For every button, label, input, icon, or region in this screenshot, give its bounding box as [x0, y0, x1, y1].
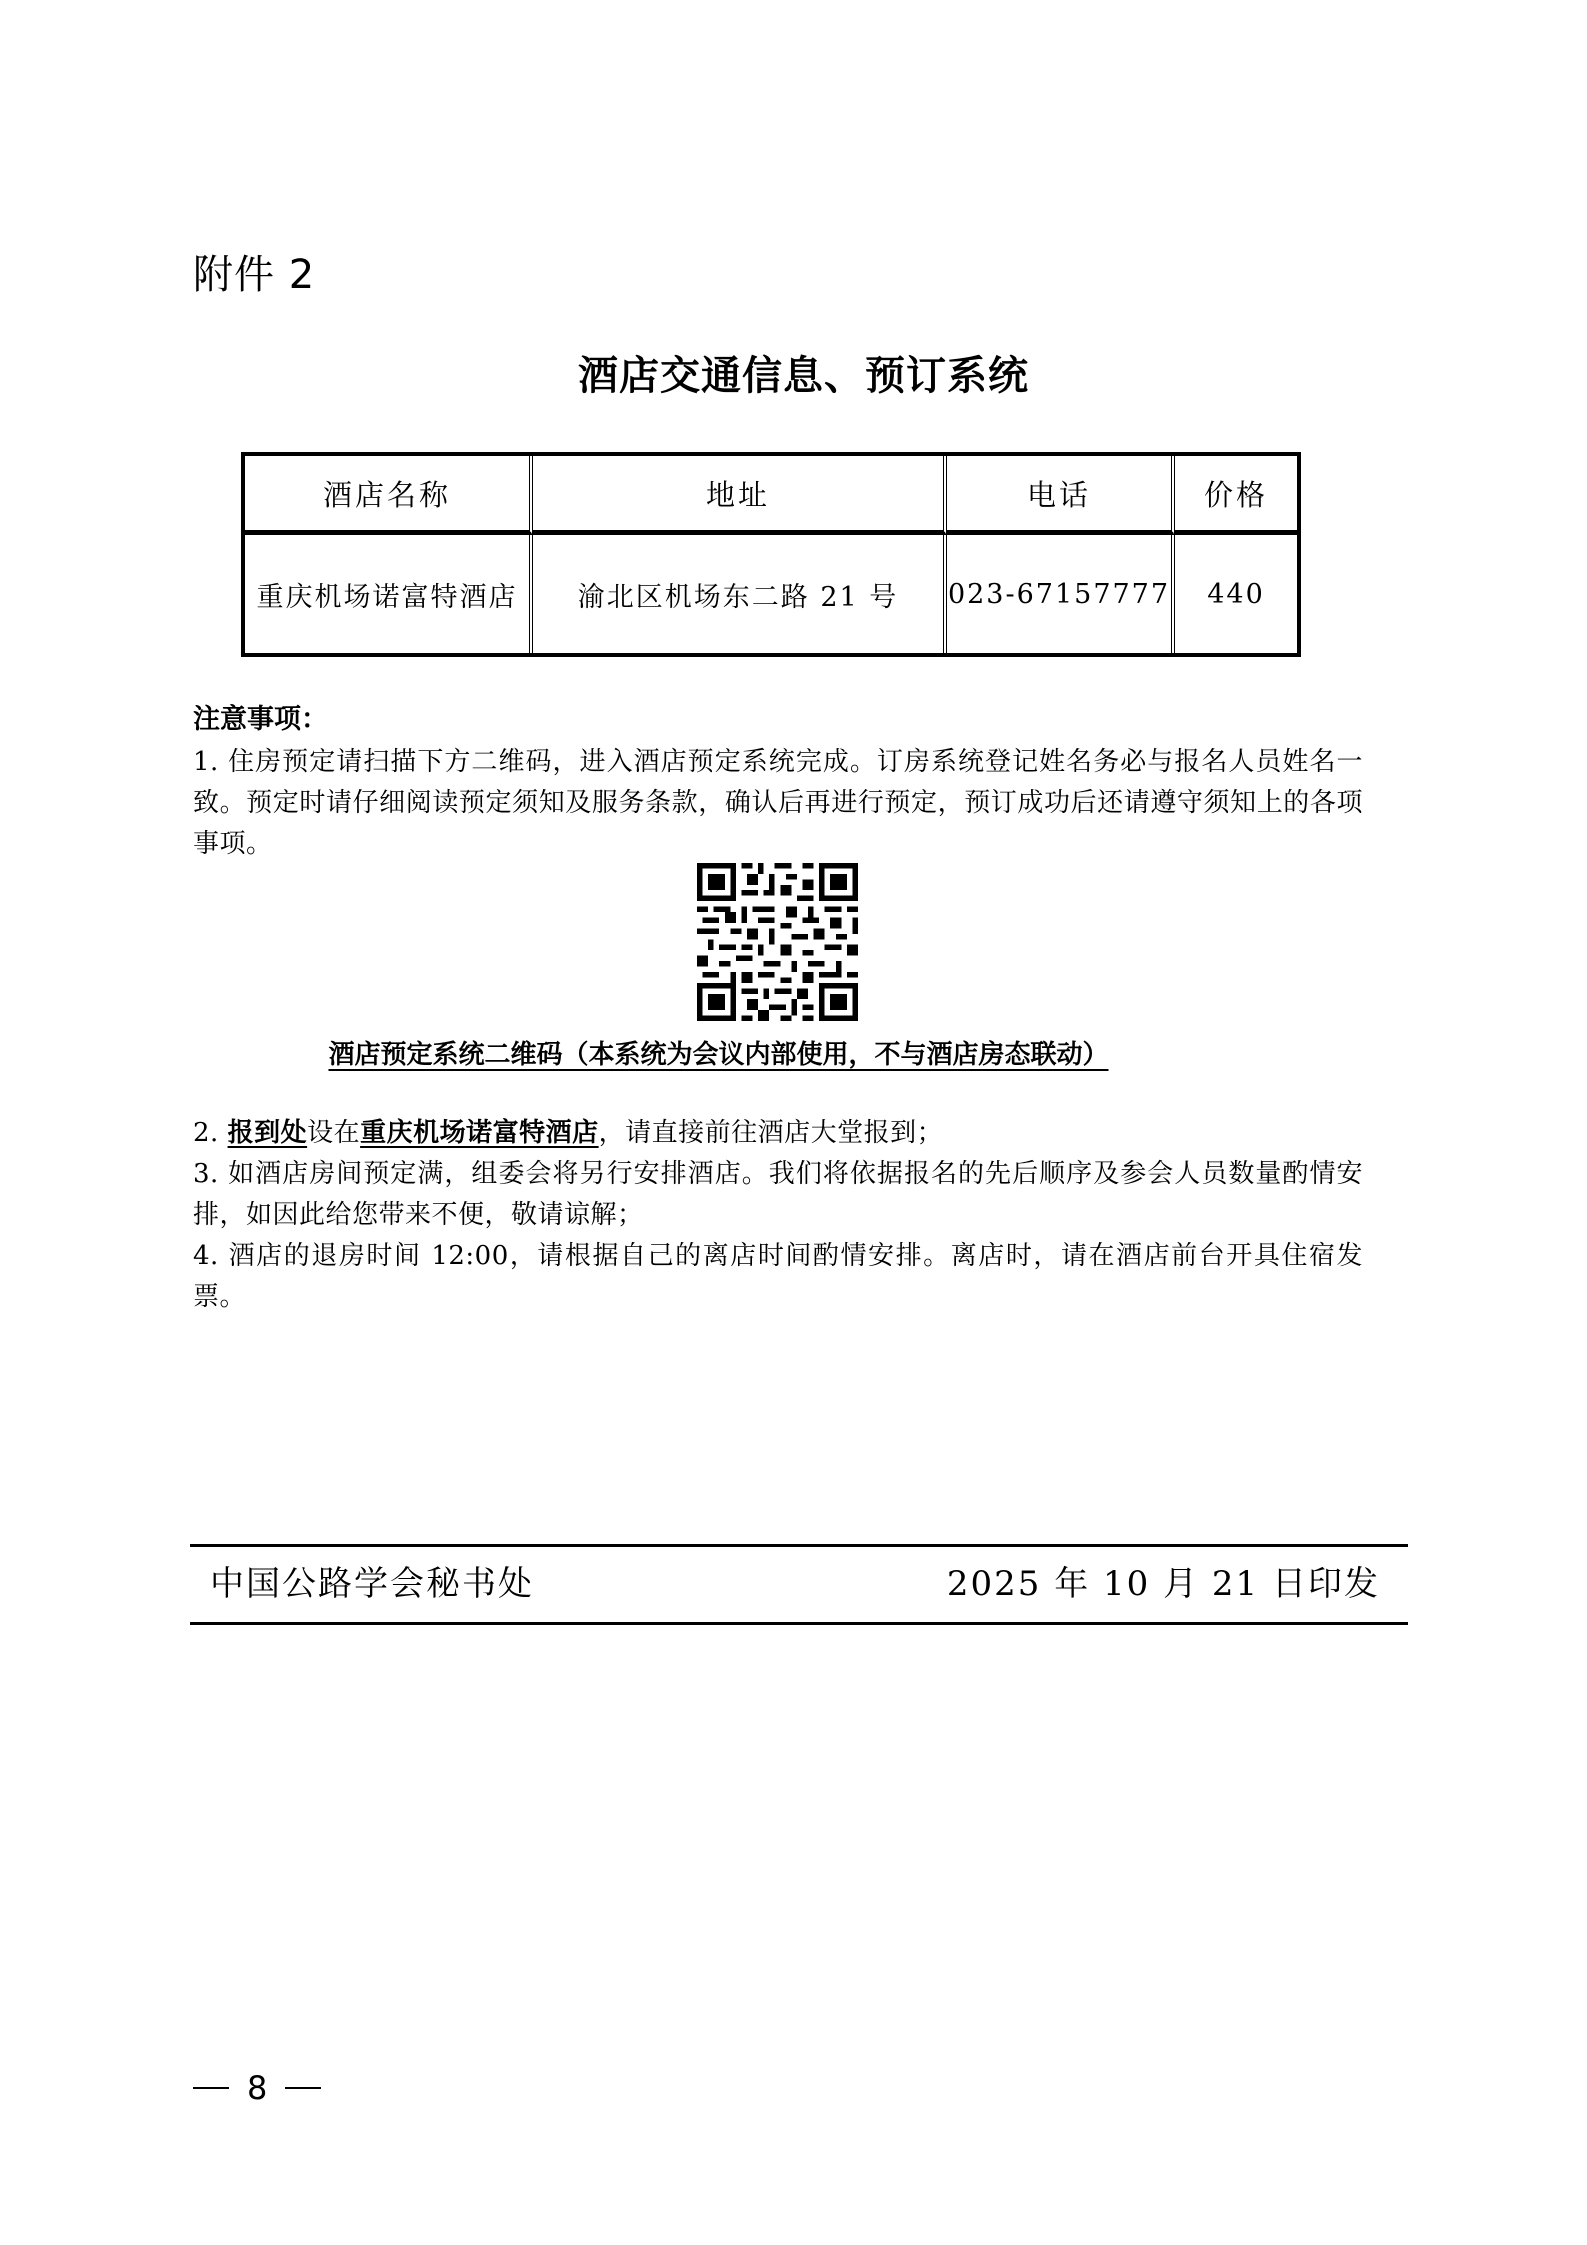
issuer: 中国公路学会秘书处 [210, 1564, 534, 1604]
cell-phone: 023-67157777 [947, 535, 1175, 653]
note-item-3: 3. 如酒店房间预定满，组委会将另行安排酒店。我们将依据报名的先后顺序及参会人员数量酌情安排，如因此给您带来不便，敬请谅解； [193, 1159, 1363, 1230]
attachment-label: 附件 2 [193, 252, 316, 298]
cell-address: 渝北区机场东二路 21 号 [533, 535, 947, 653]
document-title: 酒店交通信息、预订系统 [578, 352, 1029, 399]
note-item-2-prefix: 2. [193, 1118, 228, 1148]
page-number [193, 2068, 321, 2108]
page-number-value: 8 [247, 2069, 268, 2107]
dash-right [285, 2087, 321, 2089]
note-item-2 [193, 1113, 1363, 1154]
checkin-hotel-name: 重庆机场诺富特酒店 [360, 1118, 599, 1148]
note-item-2-suffix: ，请直接前往酒店大堂报到； [598, 1118, 944, 1148]
note-item-4: 4. 酒店的退房时间 12:00，请根据自己的离店时间酌情安排。离店时，请在酒店前台开具住宿发票。 [193, 1241, 1363, 1312]
cell-price: 440 [1207, 578, 1265, 610]
header-address: 地址 [533, 456, 947, 535]
issue-date: 2025 年 10 月 21 日印发 [946, 1564, 1380, 1604]
note-item-2-middle: 设在 [307, 1118, 361, 1148]
notes-heading: 注意事项： [193, 704, 328, 735]
qr-caption [0, 1035, 1587, 1075]
footer-bottom-rule [190, 1622, 1408, 1625]
header-hotel-name: 酒店名称 [245, 456, 533, 535]
qr-code-icon[interactable] [697, 863, 858, 1021]
footer-top-rule [190, 1544, 1408, 1547]
table-row [245, 535, 1297, 653]
table-header-row [245, 456, 1297, 535]
hotel-info-table [241, 452, 1301, 657]
cell-hotel-name: 重庆机场诺富特酒店 [245, 535, 533, 653]
checkin-location-label: 报到处 [227, 1118, 308, 1148]
header-phone: 电话 [947, 456, 1175, 535]
header-price: 价格 [1175, 456, 1297, 535]
qr-caption-text: 酒店预定系统二维码（本系统为会议内部使用，不与酒店房态联动） [328, 1040, 1109, 1070]
note-item-1: 1. 住房预定请扫描下方二维码，进入酒店预定系统完成。订房系统登记姓名务必与报名人员姓名一致。预定时请仔细阅读预定须知及服务条款，确认后再进行预定，预订成功后还请遵守须知上的各项事项。 [193, 747, 1363, 859]
dash-left [193, 2087, 229, 2089]
